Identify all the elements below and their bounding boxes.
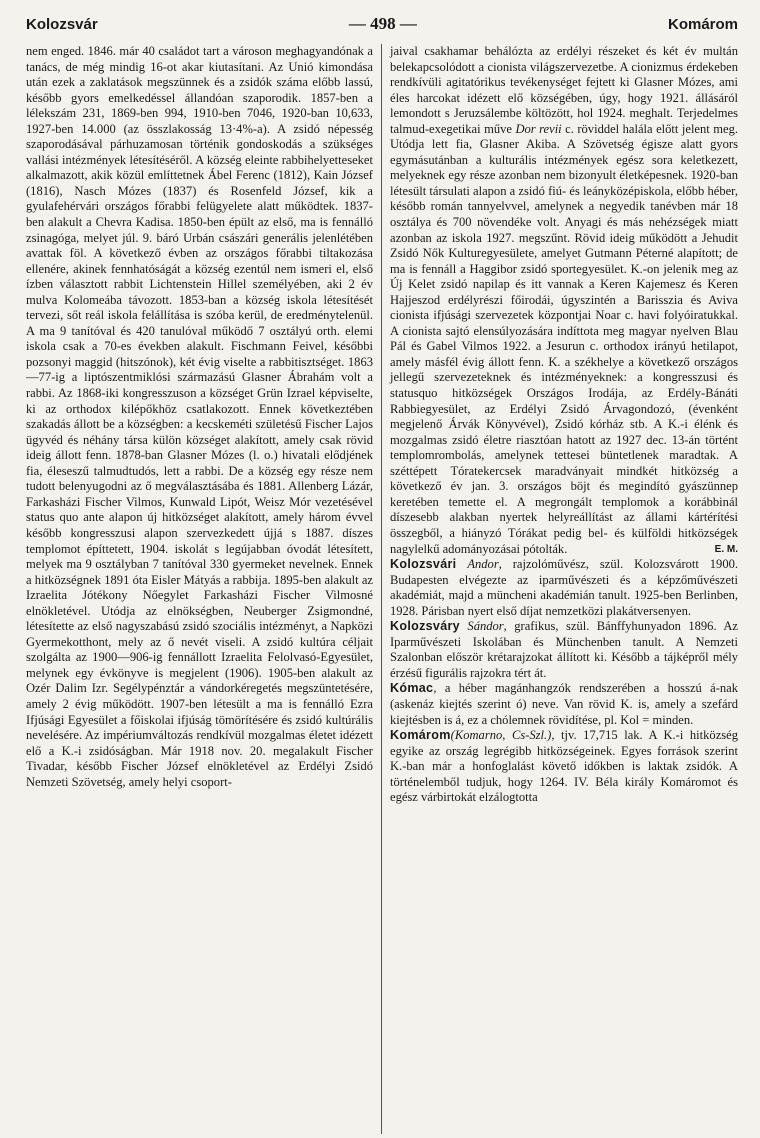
right-column — [381, 44, 738, 1134]
entry-headword: Komárom — [390, 728, 451, 743]
entry-text: , a héber magánhangzók rendszerében a hosszú á-nak (askenáz kiejtés szerint ó) neve. Van rövid K. is, amely a szefárd kiejtésben is á, ez a chólemnek rövidítése, pl. Kol = minden. — [390, 681, 738, 727]
entry-kolozsvar-continued — [390, 44, 738, 557]
entry-given-name: Andor — [467, 557, 499, 572]
work-title: Dor revii — [515, 121, 562, 136]
running-header — [26, 14, 738, 34]
header-right-keyword: Komárom — [667, 16, 738, 33]
entry-given-name: Sándor — [467, 619, 504, 634]
paragraph-text: c. röviddel halála előtt jelent meg. Utódja lett fia, Glasner Akiba. A Szövetség égisze alatt gyors egymásutánban a kulturális intézmények egész sora keletkezett, melyeknek egy része azonban nem bizonyult életképesnek. 1920-ban létesült társulati alapon a zsidó fiú- és leányközépiskola, előbb héber, később román tannyelvvel, amelynek a negyedik tanévben már 18 osztálya és 700 növendéke volt. Anyagi és más nehézségek miatt azonban az iskola 1927. megszűnt. Rövid ideig működött a Jehudit Zsidó Nők Kulturegyesülete, amelyet Gutmann Péterné alapított; de ma is fennáll a Haggibor zsidó sportegyesület. K.-on jelenik meg az Új Kelet zsidó napilap és itt vannak a Keren Kajemesz és Keren Hajjeszod erdélyrészi főirodái, úgyszintén a Barisszia és Aviva cionista ifjúsági szervezetek központjai Noar c. havi folyóiratukkal. A cionista sajtó elensúlyozására indíttota meg magyar nyelven Blau Pál és Gabel Vilmos 1922. a Jesurun c. orthodox irányú hetilapot, amely másfél évig állott fenn. K. a székhelye a következő országos jellegű szervezeteknek és intézményeknek: a kongresszusi és statusquo hitközségek Országos Irodája, az Erdély-Bánáti Rabbiegyesület, az Erdélyi Zsidó Árvagondozó, (évenként megjelenő Árvák Könyvével), Zsidó kórház stb. A K.-i élénk és mozgalmas zsidó életre riasztóan hatott az 1927 dec. 13-án történt templomrombolás, amelynek tettesei büntetlenek maradtak. A széttépett Tóratekercsek maradványait mindkét hitközség a következő év jan. 3. országos böjt és megindító gyászünnep keretében temette el. A megrongált templomok a korábbinál díszesebb alakban nyertek helyreállítást az állami kártérítési összegből, a hiányzó Tórákat pedig bel- és külföldi hitközségek nagylelkű adományozásai pótolták. — [390, 121, 738, 556]
entry-kolozsvari-andor — [390, 557, 738, 619]
entry-headword: Kómac — [390, 681, 434, 696]
entry-text: , grafikus, szül. Bánffyhunyadon 1896. Az Iparművészeti Iskolában és Münchenben tanult. A Nemzeti Szalonban először krétarajzokat állított ki. Később a tájképről mély érzésű figurális rajzokra tért át. — [390, 619, 738, 680]
header-left-keyword: Kolozsvár — [26, 16, 98, 33]
entry-komac — [390, 681, 738, 728]
entry-text: , rajzolóművész, szül. Kolozsvárott 1900. Budapesten elvégezte az iparművészeti és a képzőművészeti akadémiát, majd a müncheni akadémián tanult. 1925-ben Berlinben, 1928. Párisban nyert első díjat nemzetközi plakátversenyen. — [390, 557, 738, 618]
entry-text: , tjv. 17,715 lak. A K.-i hitközség egyike az ország legrégibb hitközségeinek. Egyes források szerint K.-ban már a honfoglalást követő időkben is laktak zsidók. A történelemből tudjuk, hogy 1264. IV. Béla király Komáromot és egész várbirtokát elzálogtotta — [390, 728, 738, 805]
page-number: — 498 — — [348, 14, 417, 33]
entry-headword: Kolozsváry — [390, 619, 460, 634]
entry-komarom — [390, 728, 738, 806]
paragraph-text: jaival csakhamar behálózta az erdélyi részeket és két év multán belekapcsolódott a cionista világszervezetbe. A cionizmus érdekeben rendkívüli agitatórikus tevékenységet fejtett ki Glasner Mózes, ami éles harcokat idézett elő községében, úgy, hogy 1921. állásáról lemondott s Jeruzsálembe költözött, hol 1924. meghalt. Terjedelmes talmud-exegetikai műve — [390, 44, 738, 136]
entry-headword: Kolozsvári — [390, 557, 457, 572]
left-column-text: nem enged. 1846. már 40 családot tart a városon meghagyandónak a tanács, de még mindig 16-ot akar kiutasítani. Az Unió kimondása után ezek a zaklatások megszünnek és a zsidók száma előbb lassú, később gyors emelkedéssel állandóan szaporodik. 1857-ben a lélekszám 231, 1869-ben 994, 1910-ben 7046, 1920-ban 10,633, 1927-ben 14.000 (az összlakosság 13·4%-a). A zsidó népesség szaporodásával párhuzamosan történik gondoskodás a szükséges vallási intézmények létesítéséről. A község eleinte rabbihelyetteseket alkalmazott, akik közül említtetnek Ábel Ferenc (1812), Kain József (1816), Nasch Mózes (1837) és Rosenfeld József, kik a gyulafehérvári országos főrabbi felügyelete alatt működtek. 1837-ben alakult a Chevra Kadisa. 1850-ben épült az első, ma is fennálló zsinagóga, melyet júl. 9. báró Urbán császári generális jelenlétében avattak föl. A következő évben az országos főrabbi tiltakozása ellenére, akinek fennhatóságát a község ezentúl nem ismeri el, első ízben választott rabbit Lichtenstein Hillel személyében, aki 2 év mulva Kolomeába távozott. 1853-ban a község iskola létesítését tervezi, sőt reál iskola felállítása is szóba kerül, de eredménytelenül. A ma 9 tanítóval és 420 tanulóval működő 7 osztályú orth. elemi iskola csak a 70-es években alakult. Fischmann Feivel, későbbi pozsonyi maggid (hitszónok), két évig viselte a rabbitisztséget. 1863—77-ig a liptószentmiklósi származású Glasner Ábrahám volt a rabbi. Az 1868-iki kongresszuson a községet Grün Izrael képviselte, ki az orthodox kilépőkhöz csatlakozott. Ennek következtében szakadás állott be a községben: a kecskeméti születésű Fischer Lajos ügyvéd és néhány társa külön községet alakított, amely csak rövid ideig állott fenn. 1878-ban Glasner Mózes (l. o.) hivatali elődjének fia, éleseszű talmudtudós, lett a rabbi. De a község egy része nem tudott belenyugodni az ő megválasztásába és 1881. Allenberg Lázár, Farkasházi Fischer Vilmos, Kunwald Lipót, Weisz Mór vezetésével status quo ante alapon új hitközséget alakított, amely három évvel később kongresszusi alapon szervezkedett újjá s 1887. díszes templomot építtetett, 1904. iskolát s legújabban óvodát létesített, melyek ma 9 osztályban 7 tanítóval 330 gyermeket nevelnek. Ennek a hitközségnek 1891 óta Eisler Mátyás a rabbija. 1895-ben alakult az Izraelita Jótékony Nőegylet Farkasházi Fischer Vilmosné elnökletével. Utódja az elnökségben, Neuberger Zsigmondné, létesítette az első nagyszabású zsidó szociális intézményt, a Napközi Gyermekotthont, mely az ő nevét viseli. A zsidó kultúra céljait szolgálta az 1900—906-ig fennállott Izraelita Felolvasó-Egyesület, melynek egy évkönyve is megjelent (1906). 1905-ben alakult az Ozér Dalim Izr. Segélypénztár a vándorkéregetés megszüntetésére, amely 2 évig működött. 1907-ben létesült a ma is fennálló Ezra Ifjúsági Egyesület a főiskolai ifjúság tömörítésére és zsidó kultúrális nevelésére. Az impériumváltozás rendkívül mozgalmas életet idézett elő a K.-i zsidóságban. Már 1918 nov. 20. megalakult Fischer Tivadar, később Fischer József elnökletével az Erdélyi Zsidó Nemzeti Szövetség, amely helyi csoport- — [26, 44, 373, 789]
left-column — [26, 44, 381, 1134]
entry-alt-name: (Komarno, Cs-Szl.) — [450, 728, 552, 743]
entry-kolozsvary-sandor — [390, 619, 738, 681]
author-signature: E. M. — [714, 543, 738, 555]
text-columns — [26, 44, 738, 1134]
